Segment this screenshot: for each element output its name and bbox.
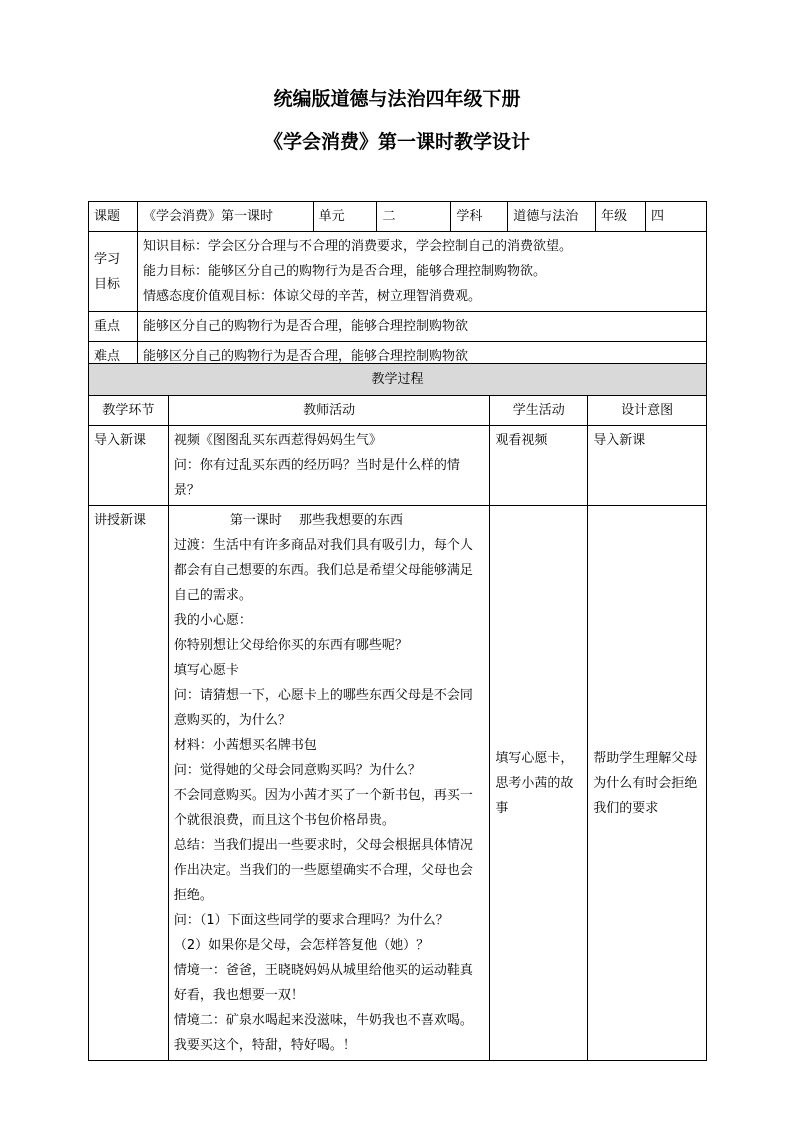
col-stage: 教学环节 — [89, 396, 169, 426]
teacher-new-lesson — [168, 506, 489, 1061]
process-row-new-lesson — [89, 506, 707, 1061]
teacher-line: 总结：当我们提出一些要求时，父母会根据具体情况作出决定。当我们的一些愿望确实不合理，父母也会拒绝。 — [173, 838, 473, 903]
col-student: 学生活动 — [490, 396, 588, 426]
teacher-line: 材料：小茜想买名牌书包 — [173, 738, 317, 753]
teacher-line: 填写心愿卡 — [173, 663, 239, 678]
goal-knowledge: 知识目标：学会区分合理与不合理的消费要求，学会控制自己的消费欲望。 — [142, 239, 572, 254]
goal-emotion: 情感态度价值观目标：体谅父母的辛苦，树立理智消费观。 — [142, 289, 481, 304]
teacher-line: 情境二：矿泉水喝起来没滋味，牛奶我也不喜欢喝。我要买这个，特甜，特好喝。！ — [173, 1013, 473, 1053]
teacher-line: 我的小心愿： — [173, 613, 252, 628]
focus-value: 能够区分自己的购物行为是否合理，能够合理控制购物欲 — [137, 312, 706, 342]
stage-new-lesson: 讲授新课 — [89, 506, 169, 1061]
lesson-heading: 第一课时 那些我想要的东西 — [229, 513, 403, 528]
info-row-focus — [89, 312, 707, 342]
unit-label: 单元 — [313, 202, 377, 232]
process-row-intro — [89, 426, 707, 506]
col-intent: 设计意图 — [588, 396, 707, 426]
process-header-row — [89, 364, 707, 396]
intent-new-lesson: 帮助学生理解父母为什么有时会拒绝我们的要求 — [588, 506, 707, 1061]
unit-value: 二 — [377, 202, 451, 232]
teacher-line: 问：觉得她的父母会同意购买吗？为什么？ — [173, 763, 421, 778]
topic-label: 课题 — [89, 202, 138, 232]
subject-label: 学科 — [451, 202, 508, 232]
topic-value: 《学会消费》第一课时 — [137, 202, 313, 232]
teacher-line: 情境一：爸爸，王晓晓妈妈从城里给他买的运动鞋真好看，我也想要一双！ — [173, 963, 473, 1003]
focus-label: 重点 — [89, 312, 138, 342]
student-intro: 观看视频 — [490, 426, 588, 506]
teacher-line: （2）如果你是父母，会怎样答复他（她）？ — [173, 938, 430, 953]
teacher-line: 不会同意购买。因为小茜才买了一个新书包，再买一个就很浪费，而且这个书包价格昂贵。 — [173, 788, 473, 828]
info-row-goals — [89, 232, 707, 312]
document-title: 统编版道德与法治四年级下册 — [273, 88, 521, 110]
teacher-line: 问：请猜想一下，心愿卡上的哪些东西父母是不会同意购买的，为什么？ — [173, 688, 473, 728]
goals-label: 学习目标 — [89, 232, 138, 312]
teacher-line: 过渡：生活中有许多商品对我们具有吸引力，每个人都会有自己想要的东西。我们总是希望父母能够满足自己的需求。 — [173, 538, 473, 603]
teacher-line: 问：（1）下面这些同学的要求合理吗？为什么？ — [173, 913, 449, 928]
teacher-line: 视频《图图乱买东西惹得妈妈生气》 — [173, 433, 382, 448]
teacher-intro — [168, 426, 489, 506]
student-new-lesson: 填写心愿卡，思考小茜的故事 — [490, 506, 588, 1061]
intent-intro: 导入新课 — [588, 426, 707, 506]
goal-ability: 能力目标：能够区分自己的购物行为是否合理，能够合理控制购物欲。 — [142, 264, 546, 279]
teacher-line: 你特别想让父母给你买的东西有哪些呢？ — [173, 638, 408, 653]
lesson-info-table — [88, 201, 707, 372]
process-header: 教学过程 — [89, 364, 707, 396]
info-row-topic — [89, 202, 707, 232]
document-subtitle: 《学会消费》第一课时教学设计 — [263, 131, 530, 153]
teaching-process-table — [88, 363, 707, 1061]
grade-label: 年级 — [596, 202, 646, 232]
difficulty-label: 难点 — [89, 342, 138, 372]
col-teacher: 教师活动 — [168, 396, 489, 426]
goals-cell — [137, 232, 706, 312]
stage-intro: 导入新课 — [89, 426, 169, 506]
subject-value: 道德与法治 — [508, 202, 596, 232]
teacher-line: 问：你有过乱买东西的经历吗？当时是什么样的情景？ — [173, 458, 460, 498]
process-columns-row — [89, 396, 707, 426]
difficulty-value: 能够区分自己的购物行为是否合理，能够合理控制购物欲 — [137, 342, 706, 372]
grade-value: 四 — [646, 202, 707, 232]
